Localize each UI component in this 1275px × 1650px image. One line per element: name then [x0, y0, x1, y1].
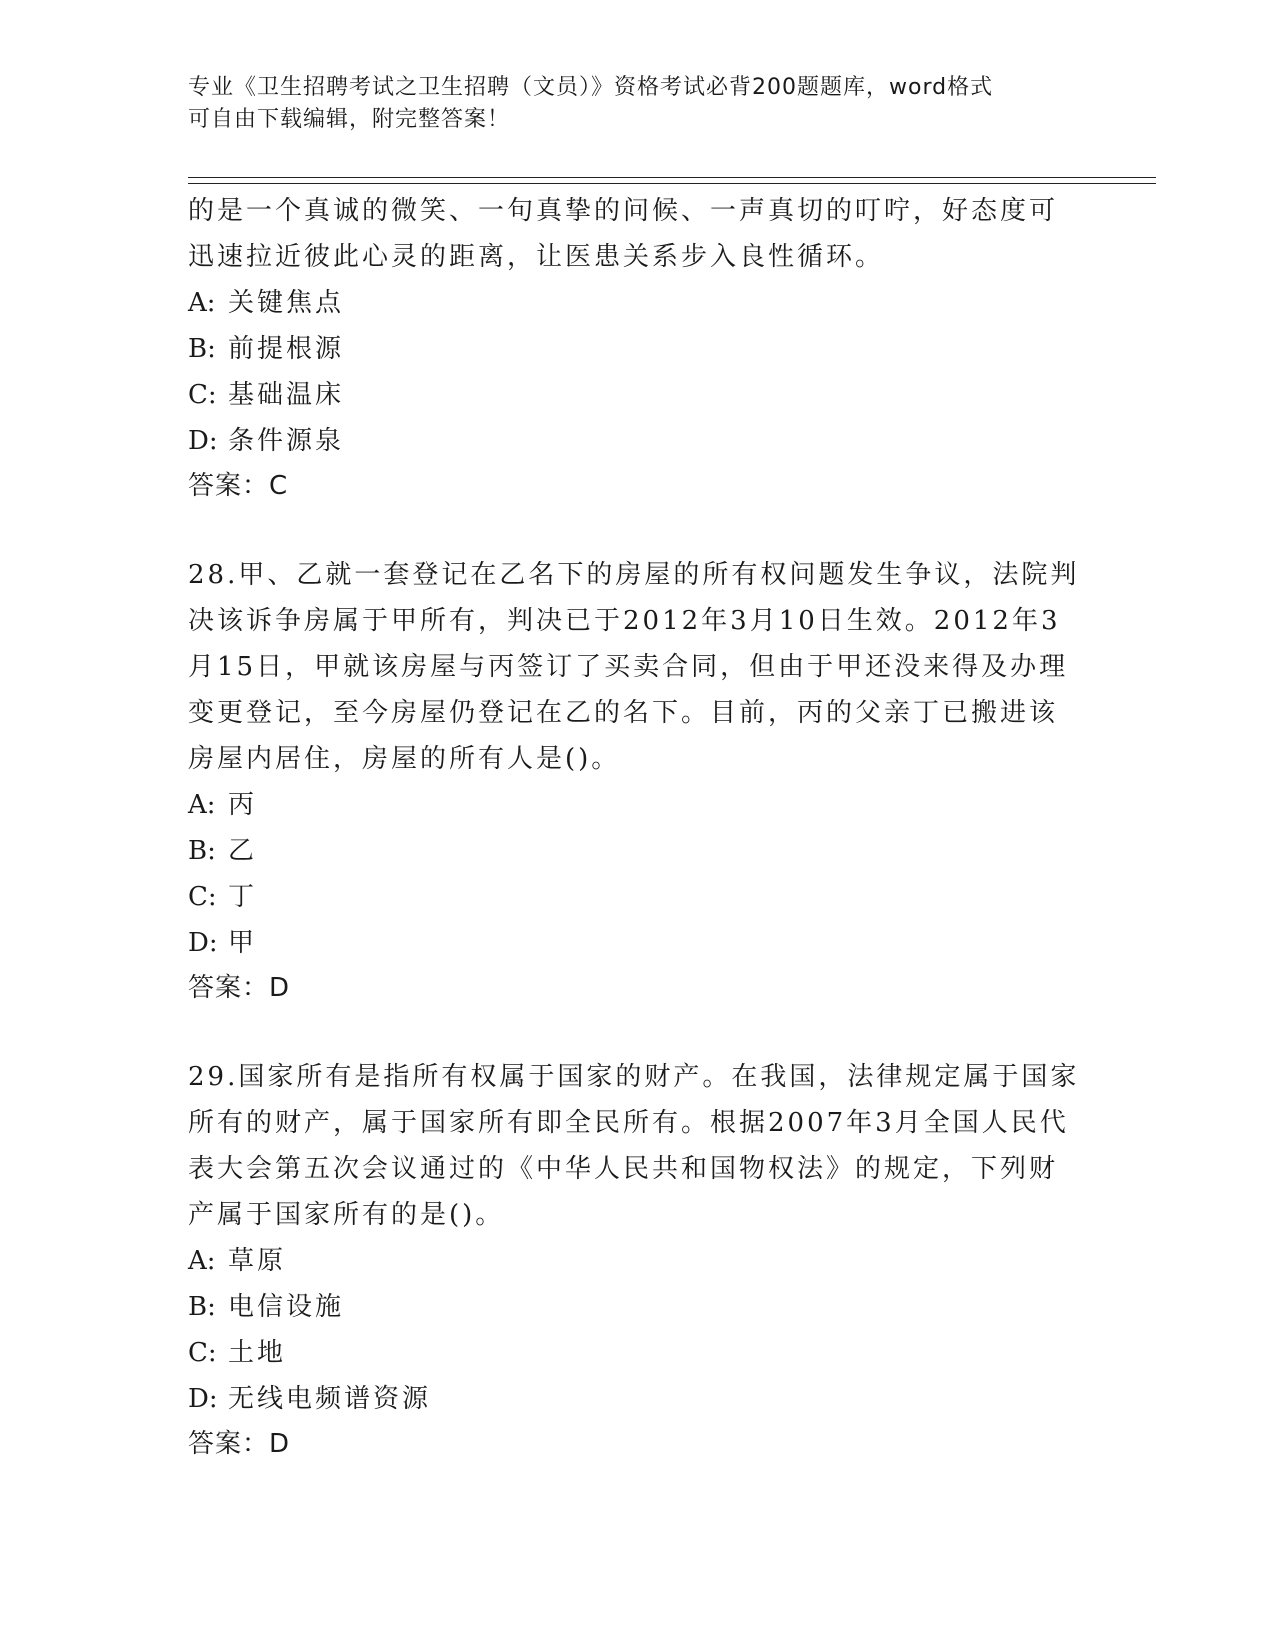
option-letter: C: [188, 1338, 217, 1368]
option-b [188, 326, 1088, 372]
header-title-line-1: 专业《卫生招聘考试之卫生招聘（文员）》资格考试必背200题题库，word格式 [188, 75, 994, 100]
option-text: 丁 [228, 882, 258, 912]
option-letter: D: [188, 1384, 218, 1414]
question-continuation [188, 188, 1088, 508]
question-line: 迅速拉近彼此心灵的距离，让医患关系步入良性循环。 [188, 242, 885, 272]
option-text: 关键焦点 [228, 288, 345, 318]
question-text [188, 552, 1088, 782]
option-list [188, 782, 1088, 966]
question-line: 的是一个真诚的微笑、一句真挚的问候、一声真切的叮咛，好态度可 [188, 196, 1059, 226]
answer-line: 答案：D [188, 973, 291, 1003]
question-line: 变更登记，至今房屋仍登记在乙的名下。目前，丙的父亲丁已搬进该 [188, 698, 1059, 728]
option-c [188, 1330, 1088, 1376]
question-line: 决该诉争房属于甲所有，判决已于2012年3月10日生效。2012年3 [188, 606, 1061, 636]
header-divider-bottom [188, 183, 1156, 184]
header-title-line-2: 可自由下载编辑，附完整答案！ [188, 107, 511, 132]
option-c [188, 874, 1088, 920]
header-divider-top [188, 177, 1156, 178]
question-line: 28.甲、乙就一套登记在乙名下的房屋的所有权问题发生争议，法院判 [188, 560, 1080, 590]
question-29 [188, 1054, 1088, 1466]
option-letter: B: [188, 1292, 216, 1322]
page-header [188, 72, 1088, 136]
option-d [188, 920, 1088, 966]
option-text: 条件源泉 [228, 426, 345, 456]
question-line: 29.国家所有是指所有权属于国家的财产。在我国，法律规定属于国家 [188, 1062, 1080, 1092]
question-line: 表大会第五次会议通过的《中华人民共和国物权法》的规定，下列财 [188, 1154, 1059, 1184]
question-text [188, 1054, 1088, 1238]
option-letter: A: [188, 288, 216, 318]
question-spacer [188, 508, 1088, 552]
question-line: 月15日，甲就该房屋与丙签订了买卖合同，但由于甲还没来得及办理 [188, 652, 1069, 682]
question-line: 房屋内居住，房屋的所有人是()。 [188, 744, 621, 774]
option-letter: D: [188, 426, 218, 456]
question-spacer [188, 1010, 1088, 1054]
option-text: 土地 [228, 1338, 287, 1368]
option-letter: A: [188, 790, 216, 820]
option-c [188, 372, 1088, 418]
option-a [188, 1238, 1088, 1284]
option-letter: C: [188, 882, 217, 912]
option-text: 甲 [228, 928, 258, 958]
answer-line: 答案：D [188, 1429, 291, 1459]
option-text: 无线电频谱资源 [228, 1384, 432, 1414]
question-text [188, 188, 1088, 280]
question-content [188, 188, 1088, 1466]
answer-line: 答案：C [188, 471, 289, 501]
question-line: 所有的财产，属于国家所有即全民所有。根据2007年3月全国人民代 [188, 1108, 1069, 1138]
option-list [188, 1238, 1088, 1422]
option-letter: A: [188, 1246, 216, 1276]
option-d [188, 418, 1088, 464]
option-list [188, 280, 1088, 464]
option-b [188, 828, 1088, 874]
option-text: 电信设施 [228, 1292, 345, 1322]
option-text: 草原 [228, 1246, 287, 1276]
option-b [188, 1284, 1088, 1330]
option-a [188, 280, 1088, 326]
question-line: 产属于国家所有的是()。 [188, 1200, 505, 1230]
option-letter: D: [188, 928, 218, 958]
option-text: 乙 [228, 836, 258, 866]
question-28 [188, 552, 1088, 1010]
option-letter: C: [188, 380, 217, 410]
option-letter: B: [188, 836, 216, 866]
option-d [188, 1376, 1088, 1422]
option-text: 前提根源 [228, 334, 345, 364]
option-a [188, 782, 1088, 828]
option-text: 基础温床 [228, 380, 345, 410]
option-letter: B: [188, 334, 216, 364]
option-text: 丙 [228, 790, 258, 820]
